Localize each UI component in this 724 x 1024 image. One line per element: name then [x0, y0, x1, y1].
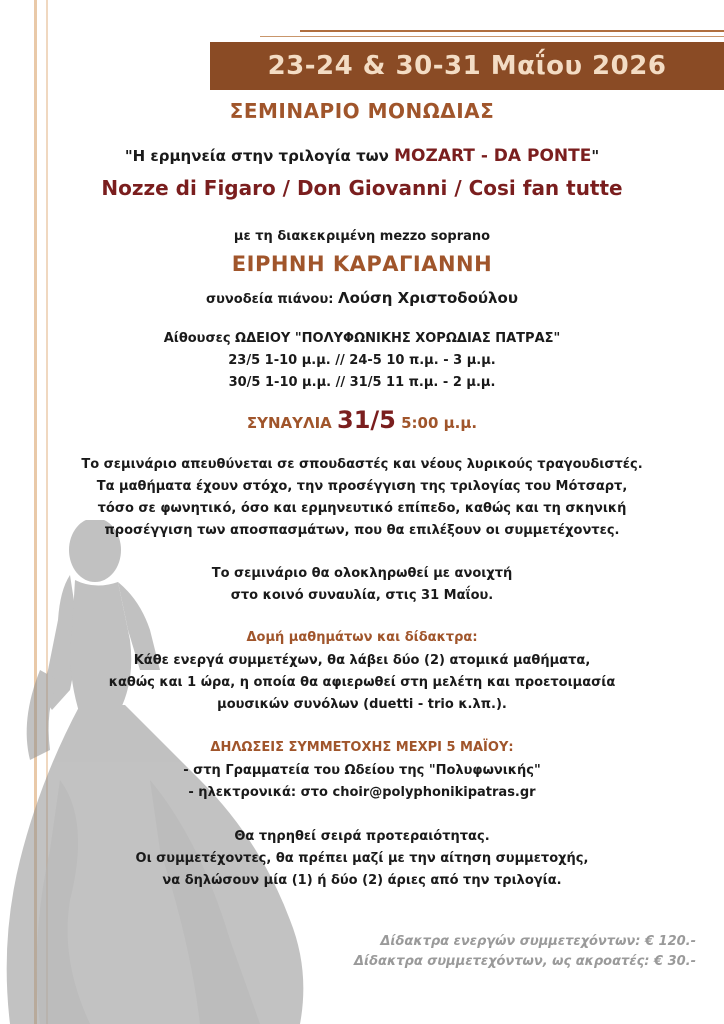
venue-line-2: 23/5 1-10 μ.μ. // 24-5 10 π.μ. - 3 μ.μ.	[228, 353, 496, 368]
intro-text: με τη διακεκριμένη mezzo soprano	[233, 229, 491, 244]
concert-label: ΣΥΝΑΥΛΙΑ	[246, 414, 338, 432]
priority-line-1: Θα τηρηθεί σειρά προτεραιότητας.	[234, 829, 490, 844]
fee-active: Δίδακτρα ενεργών συμμετεχόντων: € 120.-	[380, 934, 696, 949]
registration-line-1: - στη Γραμματεία του Ωδείου της "Πολυφωνικής"	[183, 763, 541, 778]
fee-auditor: Δίδακτρα συμμετεχόντων, ως ακροατές: € 30.-	[354, 954, 696, 969]
priority-line-2: Οι συμμετέχοντες, θα πρέπει μαζί με την αίτηση συμμετοχής,	[135, 851, 589, 866]
structure-line-2: καθώς και 1 ώρα, η οποία θα αφιερωθεί στη μελέτη και προετοιμασία	[108, 675, 616, 690]
subtitle-suffix: "	[591, 147, 600, 165]
registration-heading: ΔΗΛΩΣΕΙΣ ΣΥΜΜΕΤΟΧΗΣ ΜΕΧΡΙ 5 ΜΑΪΟΥ:	[210, 740, 514, 755]
piano-name: Λούση Χριστοδούλου	[337, 289, 518, 307]
description-line-2: Τα μαθήματα έχουν στόχο, την προσέγγιση της τριλογίας του Μότσαρτ,	[96, 479, 628, 494]
venue-line-3: 30/5 1-10 μ.μ. // 31/5 11 π.μ. - 2 μ.μ.	[228, 375, 496, 390]
seminar-subtitle	[0, 146, 724, 166]
date-banner	[210, 42, 724, 90]
conclusion-line-2: στο κοινό συναυλία, στις 31 Μαΐου.	[230, 588, 494, 603]
piano-accompaniment	[0, 289, 724, 307]
seminar-title: ΣΕΜΙΝΑΡΙΟ ΜΟΝΩΔΙΑΣ	[229, 99, 495, 123]
structure-line-3: μουσικών συνόλων (duetti - trio κ.λπ.).	[217, 697, 507, 712]
structure-heading: Δομή μαθημάτων και δίδακτρα:	[246, 630, 478, 645]
decorative-horizontal-line-bottom	[260, 36, 724, 37]
concert-date: 31/5	[337, 406, 396, 434]
fees-block	[354, 932, 696, 972]
concert-info	[0, 406, 724, 434]
priority-line-3: να δηλώσουν μία (1) ή δύο (2) άριες από την τριλογία.	[162, 873, 562, 888]
date-banner-text: 23-24 & 30-31 Μαΐου 2026	[267, 51, 667, 81]
piano-label: συνοδεία πιάνου:	[206, 292, 338, 307]
description-line-4: προσέγγιση των αποσπασμάτων, που θα επιλέξουν οι συμμετέχοντες.	[104, 523, 620, 538]
description-line-3: τόσο σε φωνητικό, όσο και ερμηνευτικό επίπεδο, καθώς και τη σκηνική	[97, 501, 627, 516]
structure-line-1: Κάθε ενεργά συμμετέχων, θα λάβει δύο (2) ατομικά μαθήματα,	[133, 653, 591, 668]
subtitle-highlight: MOZART - DA PONTE	[394, 146, 592, 166]
operas-list: Nozze di Figaro / Don Giovanni / Cosi fan tutte	[101, 176, 623, 200]
venue-line-1: Αίθουσες ΩΔΕΙΟΥ "ΠΟΛΥΦΩΝΙΚΗΣ ΧΟΡΩΔΙΑΣ ΠΑΤΡΑΣ"	[163, 331, 561, 346]
subtitle-prefix: "Η ερμηνεία στην τριλογία των	[124, 147, 395, 165]
registration-line-2[interactable]: - ηλεκτρονικά: στο choir@polyphonikipatras.gr	[188, 785, 536, 800]
description-line-1: Το σεμινάριο απευθύνεται σε σπουδαστές και νέους λυρικούς τραγουδιστές.	[81, 457, 643, 472]
conclusion-line-1: Το σεμινάριο θα ολοκληρωθεί με ανοιχτή	[211, 566, 513, 581]
concert-time: 5:00 μ.μ.	[395, 414, 478, 432]
decorative-horizontal-line-top	[300, 30, 724, 32]
artist-name: ΕΙΡΗΝΗ ΚΑΡΑΓΙΑΝΝΗ	[231, 252, 493, 276]
